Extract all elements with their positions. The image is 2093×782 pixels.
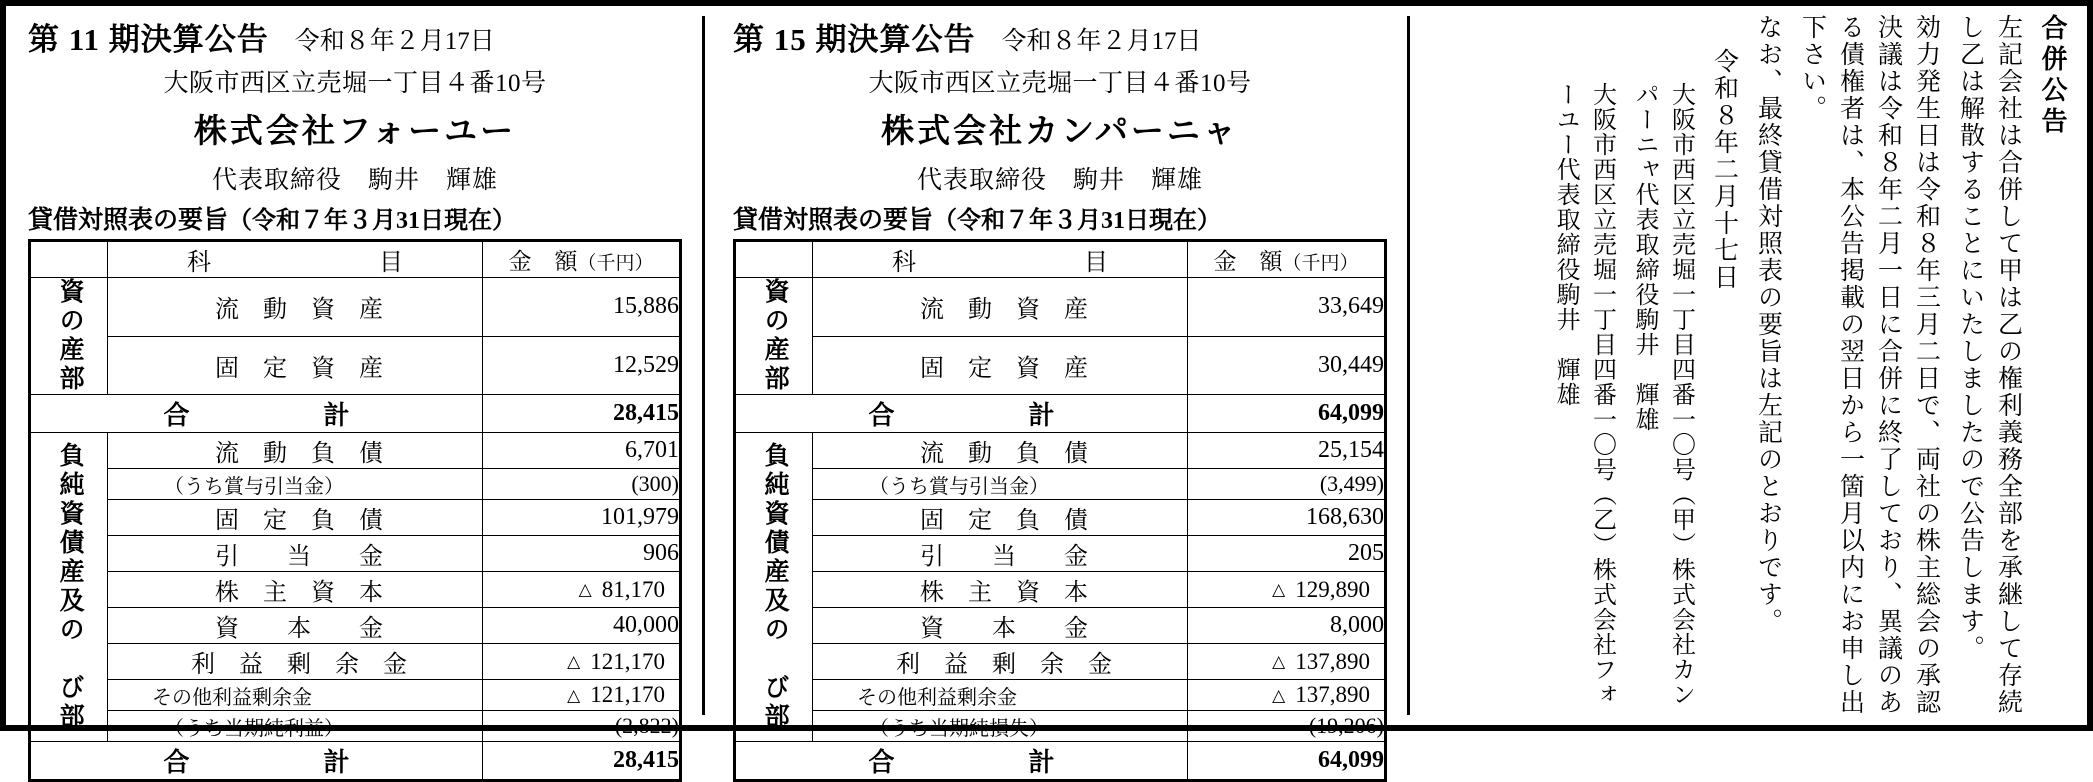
- row-item: 流 動 負 債: [813, 433, 1188, 469]
- header-item: 科 目: [108, 241, 483, 278]
- table-row: [735, 608, 1386, 644]
- row-amount: 15,886: [483, 278, 681, 337]
- table-row: [30, 500, 681, 536]
- table-row: [735, 711, 1386, 742]
- column-divider-2: [1407, 16, 1410, 715]
- announcement-date-1: 令和８年２月17日: [294, 28, 495, 55]
- row-item: （うち賞与引当金）: [813, 469, 1188, 500]
- row-amount: 30,449: [1188, 336, 1386, 395]
- table-row-total: [735, 395, 1386, 433]
- table-row-total: [30, 395, 681, 433]
- row-amount-value: 121,170: [590, 682, 665, 707]
- row-amount: 101,979: [483, 500, 681, 536]
- row-item: 資 本 金: [108, 608, 483, 644]
- row-amount: [483, 680, 681, 711]
- row-item: 資 本 金: [813, 608, 1188, 644]
- assets-total-amount: 28,415: [483, 395, 681, 433]
- table-row: [30, 469, 681, 500]
- triangle-icon: △: [1272, 685, 1286, 705]
- row-amount: 12,529: [483, 336, 681, 395]
- announcement-date-2: 令和８年２月17日: [1001, 28, 1202, 55]
- row-amount-value: 121,170: [590, 648, 665, 674]
- table-row: [735, 433, 1386, 469]
- liabilities-total-label: 合 計: [735, 742, 1188, 781]
- row-amount: (300): [483, 469, 681, 500]
- assets-total-label: 合 計: [30, 395, 483, 433]
- table-row: [735, 500, 1386, 536]
- representative-1: 代表取締役 駒井 輝雄: [211, 167, 498, 194]
- table-row: [30, 536, 681, 572]
- announcement-header-1: [28, 14, 682, 59]
- liabilities-section-label-2: [735, 433, 813, 742]
- column-divider-1: [702, 16, 705, 715]
- table-row: [735, 336, 1386, 395]
- row-item: その他利益剰余金: [813, 680, 1188, 711]
- bs-title-date-2: （令和７年３月31日現在）: [933, 208, 1222, 234]
- balance-sheet-title-2: [733, 200, 1387, 236]
- row-item: （うち当期純損失）: [813, 711, 1188, 742]
- row-item: 固 定 負 債: [813, 500, 1188, 536]
- assets-label-text-2: 資の産部: [761, 278, 789, 394]
- bs-title-text-1: 貸借対照表の要旨: [28, 207, 229, 234]
- merger-notice-party-a: 大阪市西区立売堀一丁目四番一〇号（甲）株式会社カンパーニャ代表取締役駒井 輝雄: [1631, 82, 1694, 707]
- row-item: 固 定 資 産: [813, 336, 1188, 395]
- company-name-2: 株式会社カンパーニャ: [881, 114, 1239, 150]
- balance-sheet-title-1: [28, 200, 682, 236]
- table-row: [30, 680, 681, 711]
- bs-title-date-1: （令和７年３月31日現在）: [228, 208, 517, 234]
- table-row-total: [30, 742, 681, 781]
- balance-sheet-table-1: [28, 239, 682, 782]
- header-amount-unit: （千円）: [1282, 253, 1359, 274]
- table-row: [30, 608, 681, 644]
- row-amount: [1188, 572, 1386, 608]
- announcement-title-2: 第 15 期決算公告: [733, 22, 976, 57]
- table-header-row: [735, 241, 1386, 278]
- row-item: 株 主 資 本: [108, 572, 483, 608]
- assets-total-amount: 64,099: [1188, 395, 1386, 433]
- table-row: [735, 680, 1386, 711]
- row-item: 流 動 負 債: [108, 433, 483, 469]
- row-amount-value: 81,170: [601, 576, 665, 602]
- row-amount: (3,499): [1188, 469, 1386, 500]
- row-amount: 168,630: [1188, 500, 1386, 536]
- row-amount: [483, 572, 681, 608]
- row-amount: 33,649: [1188, 278, 1386, 337]
- assets-label-text-1: 資の産部: [56, 278, 84, 394]
- table-row: [30, 433, 681, 469]
- row-item: その他利益剰余金: [108, 680, 483, 711]
- liabilities-total-amount: 28,415: [483, 742, 681, 781]
- table-row-total: [735, 742, 1386, 781]
- row-item: 株 主 資 本: [813, 572, 1188, 608]
- row-amount-value: 129,890: [1295, 576, 1370, 602]
- table-row: [735, 278, 1386, 337]
- row-amount-value: 137,890: [1295, 682, 1370, 707]
- header-section-cell: [735, 241, 813, 278]
- triangle-icon: △: [567, 685, 581, 705]
- announcement-block-1: [6, 6, 696, 777]
- table-row: [735, 469, 1386, 500]
- table-row: [735, 644, 1386, 680]
- merger-notice-column-3: なお、最終貸借対照表の要旨は左記のとおりです。: [1754, 14, 1782, 635]
- table-row: [30, 336, 681, 395]
- liabilities-total-amount: 64,099: [1188, 742, 1386, 781]
- row-item: 流 動 資 産: [813, 278, 1188, 337]
- row-item: 利 益 剰 余 金: [108, 644, 483, 680]
- table-row: [30, 644, 681, 680]
- liabilities-label-text-2: 負純資債産及の び部: [761, 442, 789, 732]
- assets-section-label-1: [30, 278, 108, 395]
- row-item: 引 当 金: [108, 536, 483, 572]
- assets-section-label-2: [735, 278, 813, 395]
- assets-total-label: 合 計: [735, 395, 1188, 433]
- company-name-1: 株式会社フォーユー: [193, 114, 517, 150]
- row-amount: 6,701: [483, 433, 681, 469]
- row-amount: [1188, 680, 1386, 711]
- header-section-cell: [30, 241, 108, 278]
- bs-title-text-2: 貸借対照表の要旨: [733, 207, 934, 234]
- table-row: [30, 572, 681, 608]
- row-amount: (19,206): [1188, 711, 1386, 742]
- header-amount-label: 金 額: [1213, 249, 1283, 274]
- row-amount: (2,822): [483, 711, 681, 742]
- triangle-icon: △: [578, 580, 592, 599]
- row-amount: 25,154: [1188, 433, 1386, 469]
- liabilities-section-label-1: [30, 433, 108, 742]
- merger-notice: [1416, 6, 2087, 725]
- liabilities-total-label: 合 計: [30, 742, 483, 781]
- announcement-header-2: [733, 14, 1387, 59]
- announcement-block-2: [711, 6, 1401, 777]
- merger-notice-column-1: 左記会社は合併して甲は乙の権利義務全部を承継して存続し乙は解散することにいたしましたので公告します。: [1956, 14, 2022, 716]
- row-item: 流 動 資 産: [108, 278, 483, 337]
- merger-notice-title: 合併公告: [2038, 14, 2067, 138]
- triangle-icon: △: [567, 652, 581, 671]
- header-amount-label: 金 額: [508, 249, 578, 274]
- triangle-icon: △: [1272, 652, 1286, 671]
- row-amount: 906: [483, 536, 681, 572]
- row-item: 利 益 剰 余 金: [813, 644, 1188, 680]
- merger-notice-date: 令和８年二月十七日: [1710, 48, 1738, 291]
- header-amount-unit: （千円）: [577, 253, 654, 274]
- triangle-icon: △: [1272, 580, 1286, 599]
- company-address-2: 大阪市西区立売堀一丁目４番10号: [868, 70, 1252, 97]
- row-item: （うち賞与引当金）: [108, 469, 483, 500]
- table-row: [735, 536, 1386, 572]
- row-amount: 205: [1188, 536, 1386, 572]
- row-item: （うち当期純利益）: [108, 711, 483, 742]
- company-address-1: 大阪市西区立売堀一丁目４番10号: [163, 70, 547, 97]
- representative-2: 代表取締役 駒井 輝雄: [916, 167, 1203, 194]
- row-amount: [483, 644, 681, 680]
- table-row: [735, 572, 1386, 608]
- row-item: 固 定 負 債: [108, 500, 483, 536]
- balance-sheet-table-2: [733, 239, 1387, 782]
- table-row: [30, 278, 681, 337]
- row-amount: [1188, 644, 1386, 680]
- table-header-row: [30, 241, 681, 278]
- row-amount: 8,000: [1188, 608, 1386, 644]
- liabilities-label-text-1: 負純資債産及の び部: [56, 442, 84, 732]
- row-item: 固 定 資 産: [108, 336, 483, 395]
- merger-notice-party-b: 大阪市西区立売堀一丁目四番一〇号（乙）株式会社フォーユー代表取締役駒井 輝雄: [1552, 82, 1615, 707]
- announcement-title-1: 第 11 期決算公告: [28, 22, 269, 57]
- merger-notice-column-2: 効力発生日は令和８年三月二日で、両社の株主総会の承認決議は令和８年二月一日に合併に終了しており、異議のある債権者は、本公告掲載の翌日から一箇月以内にお申し出下さい。: [1798, 14, 1940, 716]
- row-item: 引 当 金: [813, 536, 1188, 572]
- table-row: [30, 711, 681, 742]
- row-amount-value: 137,890: [1295, 648, 1370, 674]
- header-amount: [483, 241, 681, 278]
- row-amount: 40,000: [483, 608, 681, 644]
- header-amount: [1188, 241, 1386, 278]
- header-item: 科 目: [813, 241, 1188, 278]
